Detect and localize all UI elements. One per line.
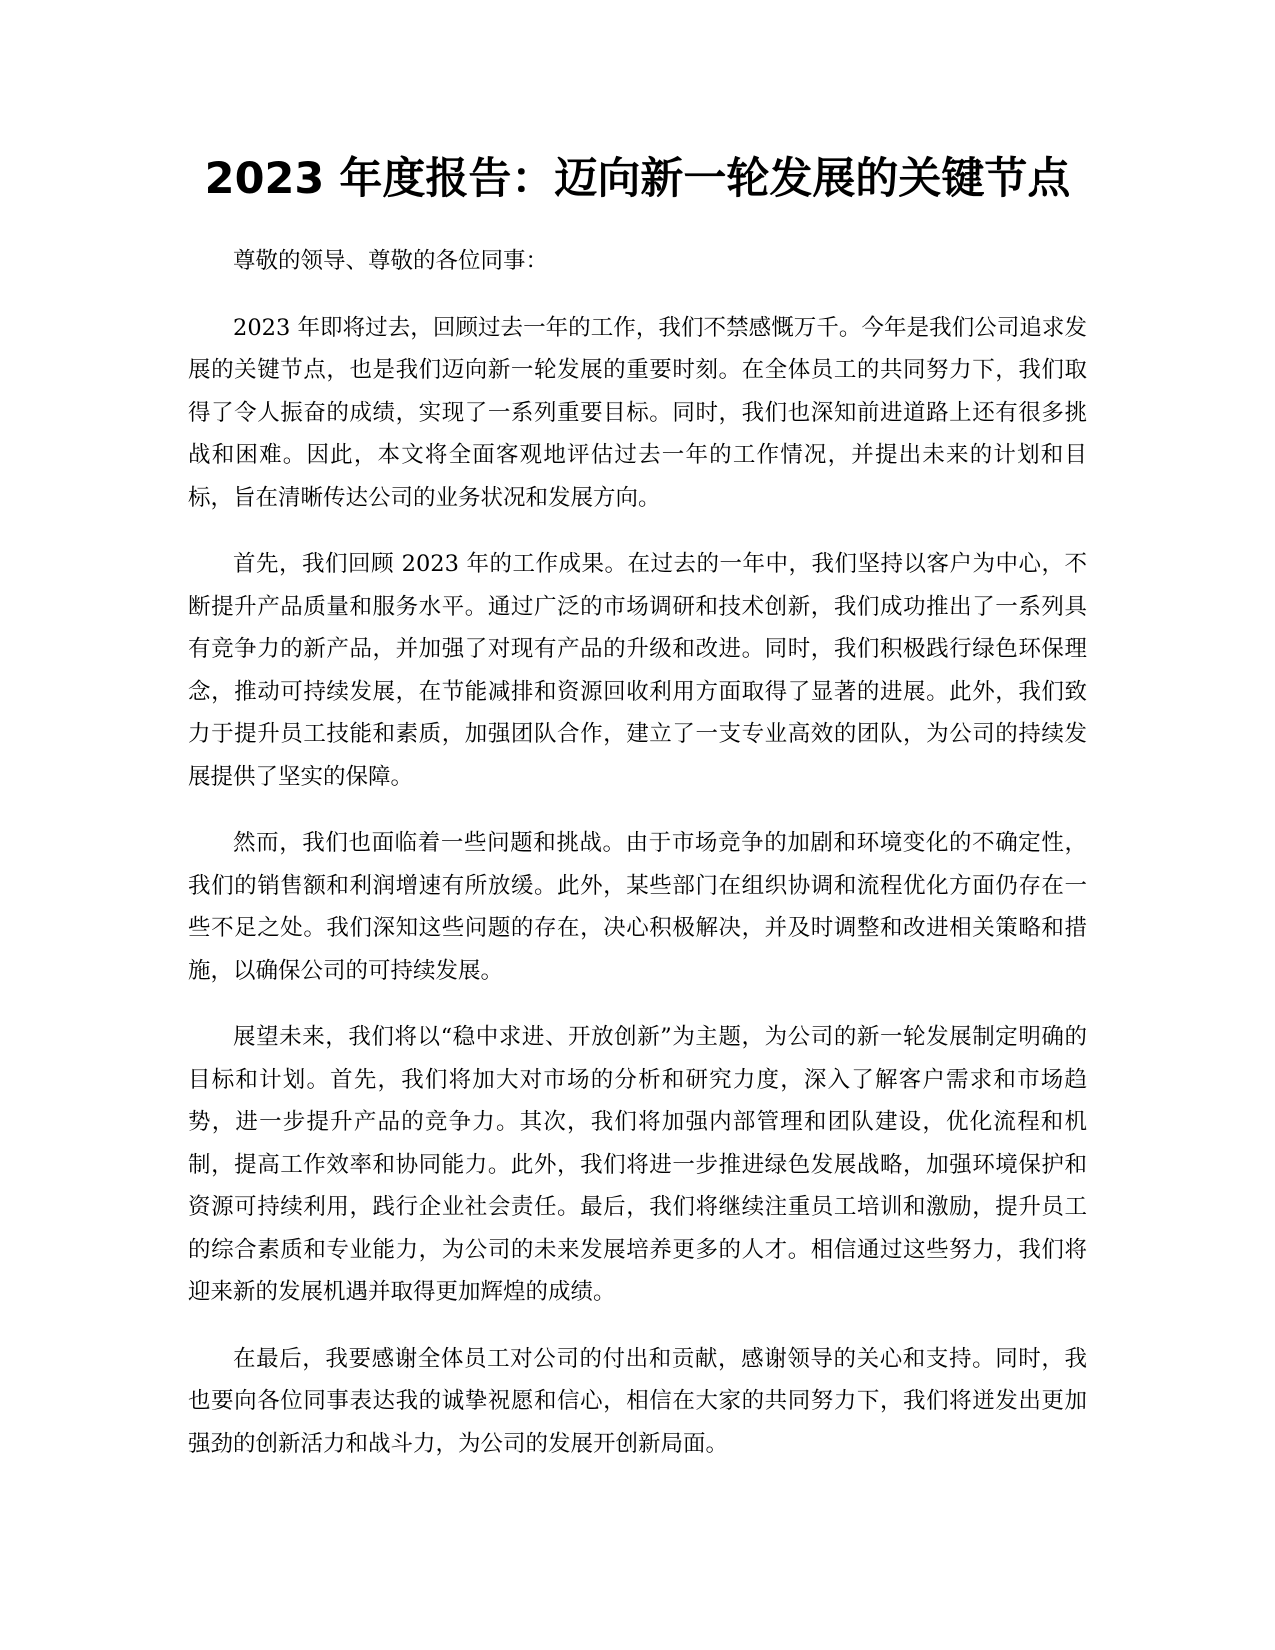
salutation: 尊敬的领导、尊敬的各位同事：	[233, 248, 549, 274]
paragraph-1: 2023 年即将过去，回顾过去一年的工作，我们不禁感慨万千。今年是我们公司追求发展的关键节点，也是我们迈向新一轮发展的重要时刻。在全体员工的共同努力下，我们取得了令人振奋的成绩，实现了一系列重要目标。同时，我们也深知前进道路上还有很多挑战和困难。因此，本文将全面客观地评估过去一年的工作情况，并提出未来的计划和目标，旨在清晰传达公司的业务状况和发展方向。	[188, 314, 1087, 511]
document-page	[188, 148, 1087, 1465]
paragraph-3: 然而，我们也面临着一些问题和挑战。由于市场竞争的加剧和环境变化的不确定性，我们的销售额和利润增速有所放缓。此外，某些部门在组织协调和流程优化方面仍存在一些不足之处。我们深知这些问题的存在，决心积极解决，并及时调整和改进相关策略和措施，以确保公司的可持续发展。	[188, 830, 1087, 984]
paragraph-2: 首先，我们回顾 2023 年的工作成果。在过去的一年中，我们坚持以客户为中心，不断提升产品质量和服务水平。通过广泛的市场调研和技术创新，我们成功推出了一系列具有竞争力的新产品，并加强了对现有产品的升级和改进。同时，我们积极践行绿色环保理念，推动可持续发展，在节能减排和资源回收利用方面取得了显著的进展。此外，我们致力于提升员工技能和素质，加强团队合作，建立了一支专业高效的团队，为公司的持续发展提供了坚实的保障。	[188, 551, 1087, 790]
document-title: 2023 年度报告：迈向新一轮发展的关键节点	[204, 154, 1071, 204]
paragraph-4: 展望未来，我们将以“稳中求进、开放创新”为主题，为公司的新一轮发展制定明确的目标和计划。首先，我们将加大对市场的分析和研究力度，深入了解客户需求和市场趋势，进一步提升产品的竞争力。其次，我们将加强内部管理和团队建设，优化流程和机制，提高工作效率和协同能力。此外，我们将进一步推进绿色发展战略，加强环境保护和资源可持续利用，践行企业社会责任。最后，我们将继续注重员工培训和激励，提升员工的综合素质和专业能力，为公司的未来发展培养更多的人才。相信通过这些努力，我们将迎来新的发展机遇并取得更加辉煌的成绩。	[188, 1024, 1087, 1305]
paragraph-5: 在最后，我要感谢全体员工对公司的付出和贡献，感谢领导的关心和支持。同时，我也要向各位同事表达我的诚挚祝愿和信心，相信在大家的共同努力下，我们将迸发出更加强劲的创新活力和战斗力，为公司的发展开创新局面。	[188, 1345, 1087, 1457]
